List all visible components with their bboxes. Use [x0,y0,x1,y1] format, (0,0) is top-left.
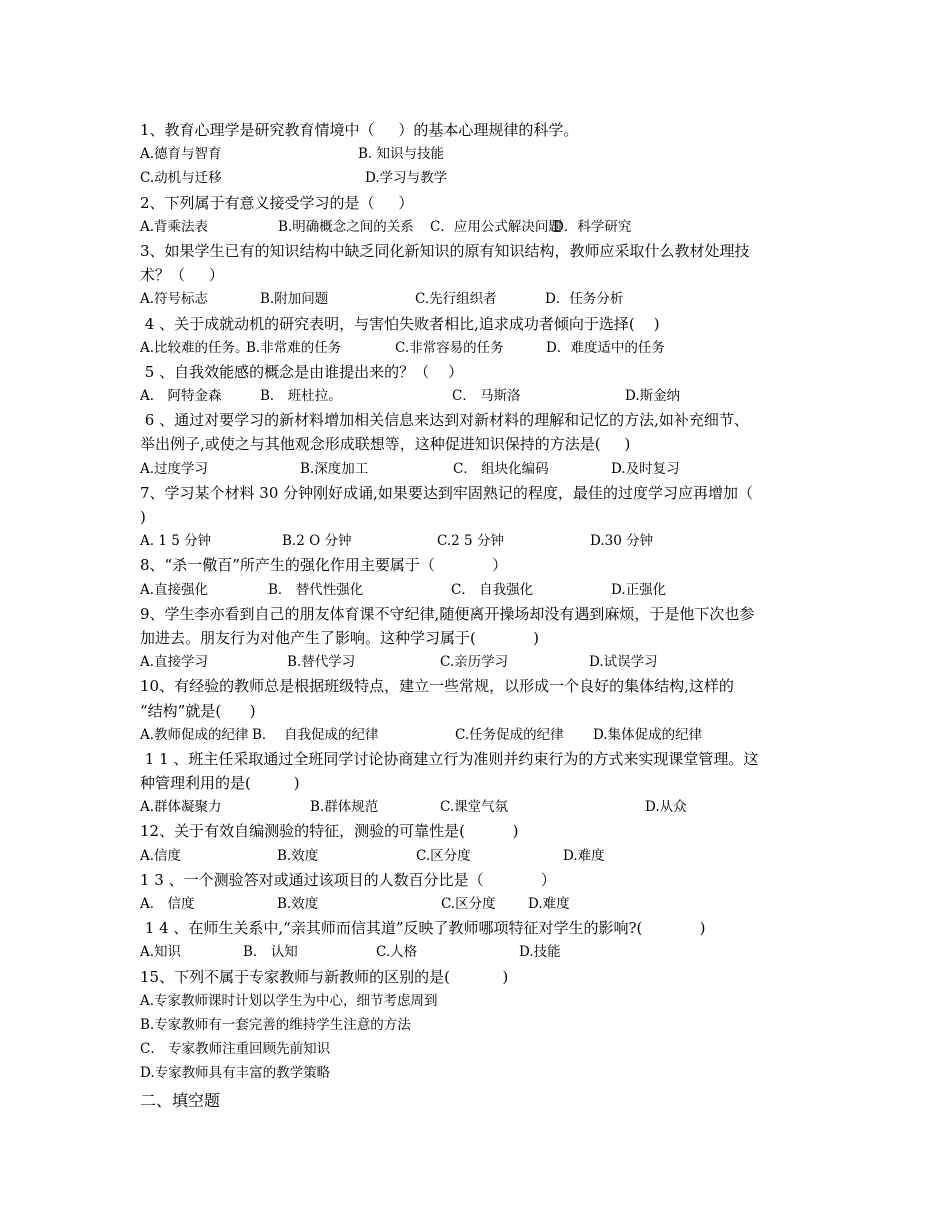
answer-option[interactable]: C.动机与迁移 [140,170,222,187]
answer-option[interactable]: D．科学研究 [553,218,632,235]
answer-option[interactable]: C.任务促成的纪律 [455,726,564,743]
question-11 [140,747,820,820]
answer-option[interactable]: C． 专家教师注重回顾先前知识 [140,1041,331,1058]
question-10 [140,674,820,747]
answer-option[interactable]: D.难度 [528,896,570,912]
answer-option[interactable]: B.替代学习 [287,654,356,671]
question-stem: 加进去。朋友行为对他产生了影响。这种学习属于( ) [140,628,539,647]
answer-option[interactable]: B.明确概念之间的关系 [278,218,414,235]
answer-option[interactable]: B.专家教师有一套完善的维持学生注意的方法 [140,1016,411,1033]
question-8 [140,553,820,601]
question-list [140,118,820,1086]
answer-option[interactable]: D.难度 [563,847,605,864]
question-stem: 9、学生李亦看到自己的朋友体育课不守纪律,随便离开操场却没有遇到麻烦，于是他下次也参 [140,604,755,623]
question-stem: 术？（ ） [140,266,224,285]
question-stem: ) [140,508,146,526]
answer-option[interactable]: B. 知识与技能 [358,146,445,163]
answer-option[interactable]: D．难度适中的任务 [546,339,665,356]
answer-option[interactable]: D.30 分钟 [590,533,654,550]
answer-option[interactable]: D.正强化 [611,581,667,598]
answer-option[interactable]: A.直接强化 [140,581,209,598]
answer-option[interactable]: A.背乘法表 [140,218,209,235]
answer-option[interactable]: C.非常容易的任务 [395,339,504,356]
answer-option[interactable]: D.试误学习 [589,654,658,671]
answer-option[interactable]: D.斯金纳 [625,388,681,405]
question-stem: 15、下列不属于专家教师与新教师的区别的是( ) [140,967,509,986]
answer-option[interactable]: B.非常难的任务 [246,339,342,356]
answer-option[interactable]: D.专家教师具有丰富的教学策略 [140,1065,331,1082]
question-stem: 4 、关于成就动机的研究表明，与害怕失败者相比,追求成功者倾向于选择( ) [140,314,660,333]
answer-option[interactable]: C.区分度 [441,896,496,912]
answer-option[interactable]: B． 替代性强化 [268,581,364,598]
answer-option[interactable]: C.区分度 [416,847,471,864]
question-stem: 8、“杀一儆百”所产生的强化作用主要属于（ ） [140,556,508,575]
question-stem: 举出例子,或使之与其他观念形成联想等，这种促进知识保持的方法是( ) [140,435,631,454]
answer-option[interactable]: A.比较难的任务。 [140,339,249,356]
answer-option[interactable]: B． 认知 [243,944,298,961]
answer-option[interactable]: B.附加问题 [260,291,329,308]
question-4 [140,312,820,360]
question-stem: 12、关于有效自编测验的特征，测验的可靠性是( ) [140,822,519,841]
exam-page [140,118,820,1114]
answer-option[interactable]: D.及时复习 [611,460,680,477]
answer-option[interactable]: A． 信度 [140,896,195,912]
answer-option[interactable]: C． 自我强化 [451,581,534,598]
question-stem: 1 4 、在师生关系中,“亲其师而信其道”反映了教师哪项特征对学生的影响?( ) [140,919,706,938]
answer-option[interactable]: C.人格 [376,944,418,961]
answer-option[interactable]: A.群体凝聚力 [140,799,222,816]
question-stem: 3、如果学生已有的知识结构中缺乏同化新知识的原有知识结构，教师应采取什么教材处理技 [140,241,750,260]
question-6 [140,408,820,481]
question-stem: 7、学习某个材料 30 分钟刚好成诵,如果要达到牢固熟记的程度，最佳的过度学习应再增加（ [140,483,753,502]
answer-option[interactable]: A.信度 [140,847,182,864]
section-heading: 二、填空题 [140,1090,221,1110]
answer-option[interactable]: A.知识 [140,944,182,961]
question-stem: 10、有经验的教师总是根据班级特点，建立一些常规，以形成一个良好的集体结构,这样的 [140,677,734,696]
question-12 [140,819,820,867]
question-3 [140,239,820,312]
answer-option[interactable]: A.直接学习 [140,654,209,671]
answer-option[interactable]: A.符号标志 [140,291,209,308]
answer-option[interactable]: B.深度加工 [300,460,369,477]
question-5 [140,360,820,408]
answer-option[interactable]: B.效度 [277,847,319,864]
question-stem: 5 、自我效能感的概念是由谁提出来的？（ ） [140,362,464,381]
answer-option[interactable]: B． 班杜拉。 [260,388,342,405]
answer-option[interactable]: C.课堂气氛 [440,799,509,816]
answer-option[interactable]: B.2 O 分钟 [282,533,352,550]
question-2 [140,191,820,239]
answer-option[interactable]: D.技能 [519,944,561,961]
question-14 [140,916,820,964]
answer-option[interactable]: D．任务分析 [545,291,624,308]
answer-option[interactable]: D.从众 [645,799,687,816]
question-stem: 1 3 、一个测验答对或通过该项目的人数百分比是（ ） [140,870,556,889]
answer-option[interactable]: A． 阿特金森 [140,388,222,405]
answer-option[interactable]: A. 1 5 分钟 [140,533,212,550]
question-7 [140,481,820,554]
answer-option[interactable]: B． 自我促成的纪律 [252,726,379,743]
answer-option[interactable]: C.2 5 分钟 [437,533,504,550]
question-stem: 1、教育心理学是研究教育情境中（ ）的基本心理规律的科学。 [140,121,579,139]
answer-option[interactable]: B.群体规范 [310,799,379,816]
question-stem: 6 、通过对要学习的新材料增加相关信息来达到对新材料的理解和记忆的方法,如补充细节、 [140,411,749,430]
answer-option[interactable]: C.亲历学习 [440,654,509,671]
answer-option[interactable]: C.先行组织者 [415,291,497,308]
answer-option[interactable]: B.效度 [277,896,319,912]
question-13 [140,868,820,916]
answer-option[interactable]: C． 马斯洛 [452,388,521,405]
question-stem: “结构”就是( ) [140,701,256,720]
answer-option[interactable]: C．应用公式解决问题 [430,218,562,235]
answer-option[interactable]: A.专家教师课时计划以学生为中心，细节考虑周到 [140,992,438,1009]
question-15 [140,965,820,1086]
answer-option[interactable]: D.集体促成的纪律 [593,726,703,743]
answer-option[interactable]: C． 组块化编码 [453,460,549,477]
question-stem: 2、下列属于有意义接受学习的是（ ） [140,193,414,212]
question-stem: 1 1 、班主任采取通过全班同学讨论协商建立行为准则并约束行为的方式来实现课堂管理。这 [140,749,759,768]
answer-option[interactable]: D.学习与教学 [365,170,448,187]
answer-option[interactable]: A.教师促成的纪律 [140,726,249,743]
answer-option[interactable]: A.过度学习 [140,460,209,477]
question-1 [140,118,820,191]
question-stem: 种管理利用的是( ) [140,774,300,793]
question-9 [140,602,820,675]
answer-option[interactable]: A.德育与智育 [140,146,222,163]
